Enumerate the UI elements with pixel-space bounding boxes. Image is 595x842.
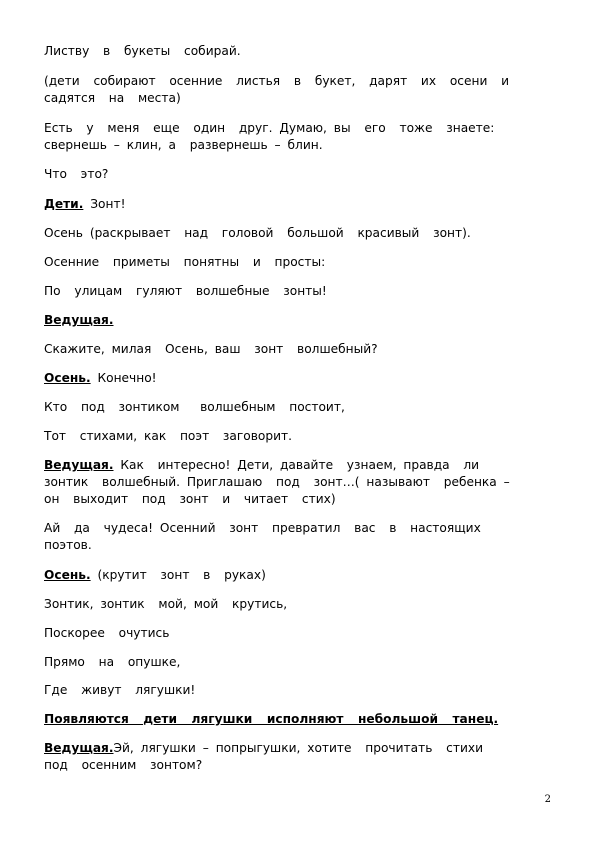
text-line: Ай да чудеса! Осенний зонт превратил вас в настоящих [44,521,481,535]
speaker-label: Дети. [44,197,84,211]
speaker-line [44,741,483,756]
page-number: 2 [544,794,551,805]
speaker-line [44,568,266,583]
speaker-label: Осень. [44,371,91,385]
text-line: Поскорее очутись [44,626,170,640]
text-line: По улицам гуляют волшебные зонты! [44,284,327,298]
speaker-line [44,458,479,473]
speaker-label: Ведущая. [44,313,114,327]
speech-text: Конечно! [97,371,157,385]
speaker-line [44,371,157,386]
text-line: зонтик волшебный. Приглашаю под зонт…( называют ребенка – [44,475,510,489]
text-line: Осень (раскрывает над головой большой красивый зонт). [44,226,471,240]
text-line: Кто под зонтиком волшебным постоит, [44,400,345,414]
text-line: Листву в букеты собирай. [44,44,241,58]
text-line: под осенним зонтом? [44,758,203,772]
speech-text: Как интересно! Дети, давайте узнаем, правда ли [120,458,480,472]
text-line: Скажите, милая Осень, ваш зонт волшебный? [44,342,378,356]
text-line: (дети собирают осенние листья в букет, дарят их осени и [44,74,510,88]
text-line: Зонтик, зонтик мой, мой крутись, [44,597,288,611]
stage-direction: Появляются дети лягушки исполняют небольшой танец. [44,712,499,726]
text-line: Прямо на опушке, [44,655,181,669]
speech-text: Зонт! [90,197,126,211]
speech-text: (крутит зонт в руках) [97,568,266,582]
speaker-line [44,197,125,212]
speaker-label: Ведущая. [44,458,114,472]
speaker-label: Осень. [44,568,91,582]
text-line: Что это? [44,167,109,181]
speech-text: Эй, лягушки – попрыгушки, хотите прочитать стихи [113,741,484,755]
text-line: Тот стихами, как поэт заговорит. [44,429,292,443]
text-line: садятся на места) [44,91,181,105]
text-line: он выходит под зонт и читает стих) [44,492,336,506]
speaker-label: Ведущая. [44,741,114,755]
text-line: Есть у меня еще один друг. Думаю, вы его тоже знаете: [44,121,495,135]
text-line: поэтов. [44,538,92,552]
text-line: Осенние приметы понятны и просты: [44,255,326,269]
text-line: Где живут лягушки! [44,683,196,697]
text-line: свернешь – клин, а развернешь – блин. [44,138,323,152]
